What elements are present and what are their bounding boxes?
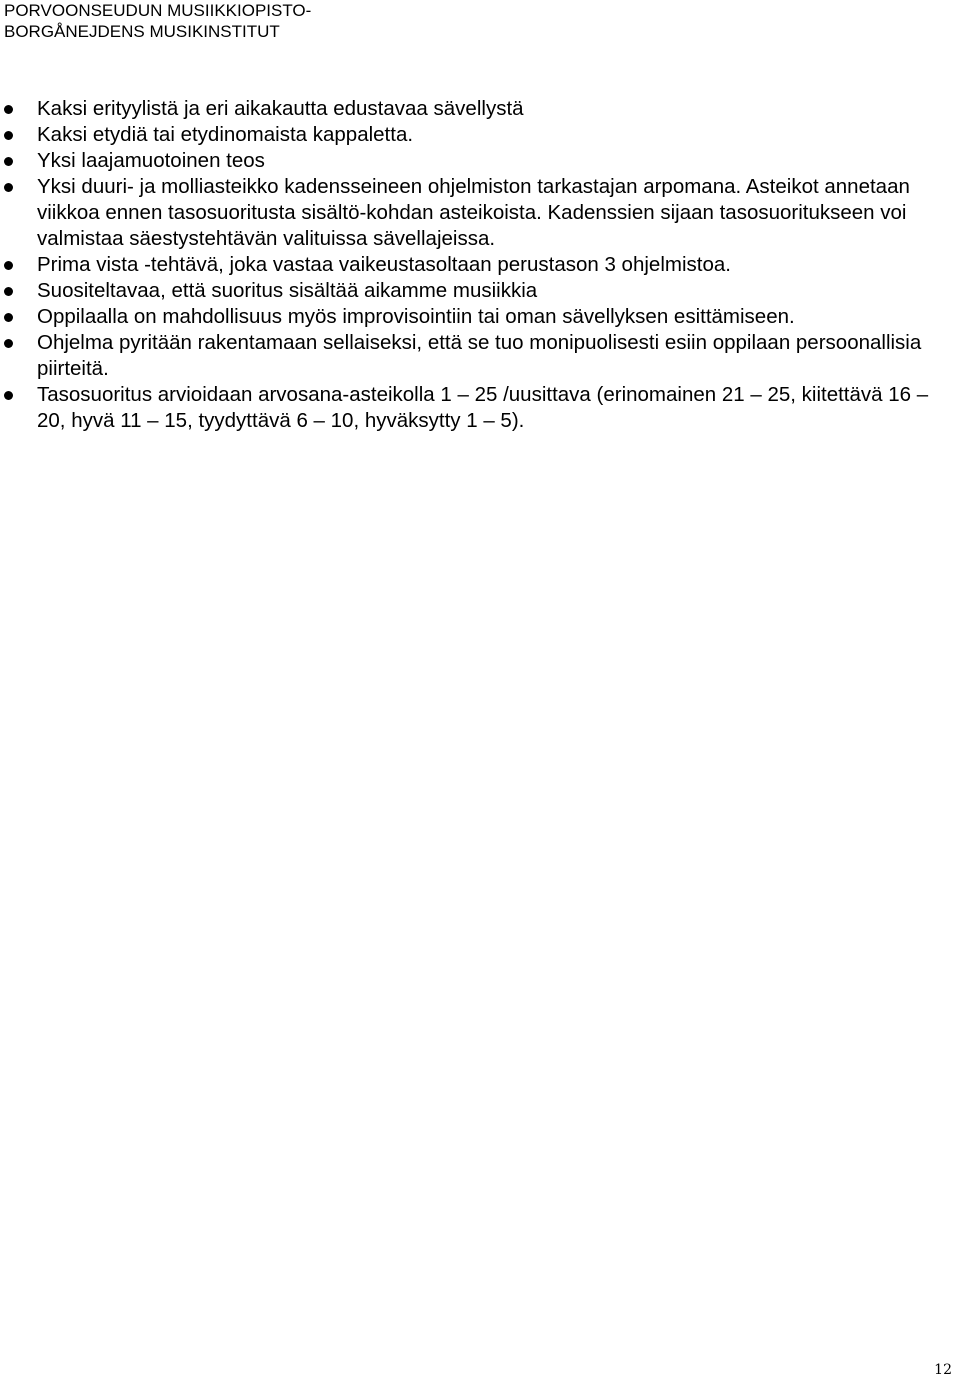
list-item bbox=[0, 174, 940, 252]
bullet-icon bbox=[4, 261, 13, 270]
bullet-icon bbox=[4, 157, 13, 166]
list-item-text: Yksi laajamuotoinen teos bbox=[37, 149, 265, 172]
header-line-1: PORVOONSEUDUN MUSIIKKIOPISTO- bbox=[4, 1, 312, 20]
list-item-text: Ohjelma pyritään rakentamaan sellaiseksi, että se tuo monipuolisesti esiin oppilaan persoonallisia piirteitä. bbox=[37, 331, 922, 380]
list-item-text: Kaksi erityylistä ja eri aikakautta edustavaa sävellystä bbox=[37, 97, 524, 120]
list-item bbox=[0, 148, 940, 174]
bullet-icon bbox=[4, 131, 13, 140]
list-item-text: Tasosuoritus arvioidaan arvosana-asteikolla 1 – 25 /uusittava (erinomainen 21 – 25, kiitettävä 16 – 20, hyvä 11 – 15, tyydyttävä 6 – 10, hyväksytty 1 – 5). bbox=[37, 383, 929, 432]
document-header bbox=[4, 0, 311, 42]
bullet-icon bbox=[4, 339, 13, 348]
list-item bbox=[0, 382, 940, 434]
bullet-icon bbox=[4, 105, 13, 114]
list-item-text: Yksi duuri- ja molliasteikko kadensseineen ohjelmiston tarkastajan arpomana. Asteikot annetaan viikkoa ennen tasosuoritusta sisältö-kohdan asteikoista. Kadenssien sijaan tasosuoritukseen voi valmistaa säestystehtävän valituissa sävellajeissa. bbox=[37, 175, 910, 250]
bullet-icon bbox=[4, 183, 13, 192]
header-line-2: BORGÅNEJDENS MUSIKINSTITUT bbox=[4, 22, 280, 41]
list-item bbox=[0, 252, 940, 278]
list-item-text: Kaksi etydiä tai etydinomaista kappaletta. bbox=[37, 123, 414, 146]
list-item bbox=[0, 96, 940, 122]
bullet-icon bbox=[4, 391, 13, 400]
list-item-text: Suositeltavaa, että suoritus sisältää aikamme musiikkia bbox=[37, 279, 538, 302]
list-item bbox=[0, 122, 940, 148]
bullet-icon bbox=[4, 313, 13, 322]
bullet-icon bbox=[4, 287, 13, 296]
list-item bbox=[0, 330, 940, 382]
requirements-list bbox=[0, 96, 940, 434]
list-item bbox=[0, 304, 940, 330]
page-number: 12 bbox=[934, 1362, 952, 1378]
list-item bbox=[0, 278, 940, 304]
list-item-text: Prima vista -tehtävä, joka vastaa vaikeustasoltaan perustason 3 ohjelmistoa. bbox=[37, 253, 731, 276]
list-item-text: Oppilaalla on mahdollisuus myös improvisointiin tai oman sävellyksen esittämiseen. bbox=[37, 305, 795, 328]
